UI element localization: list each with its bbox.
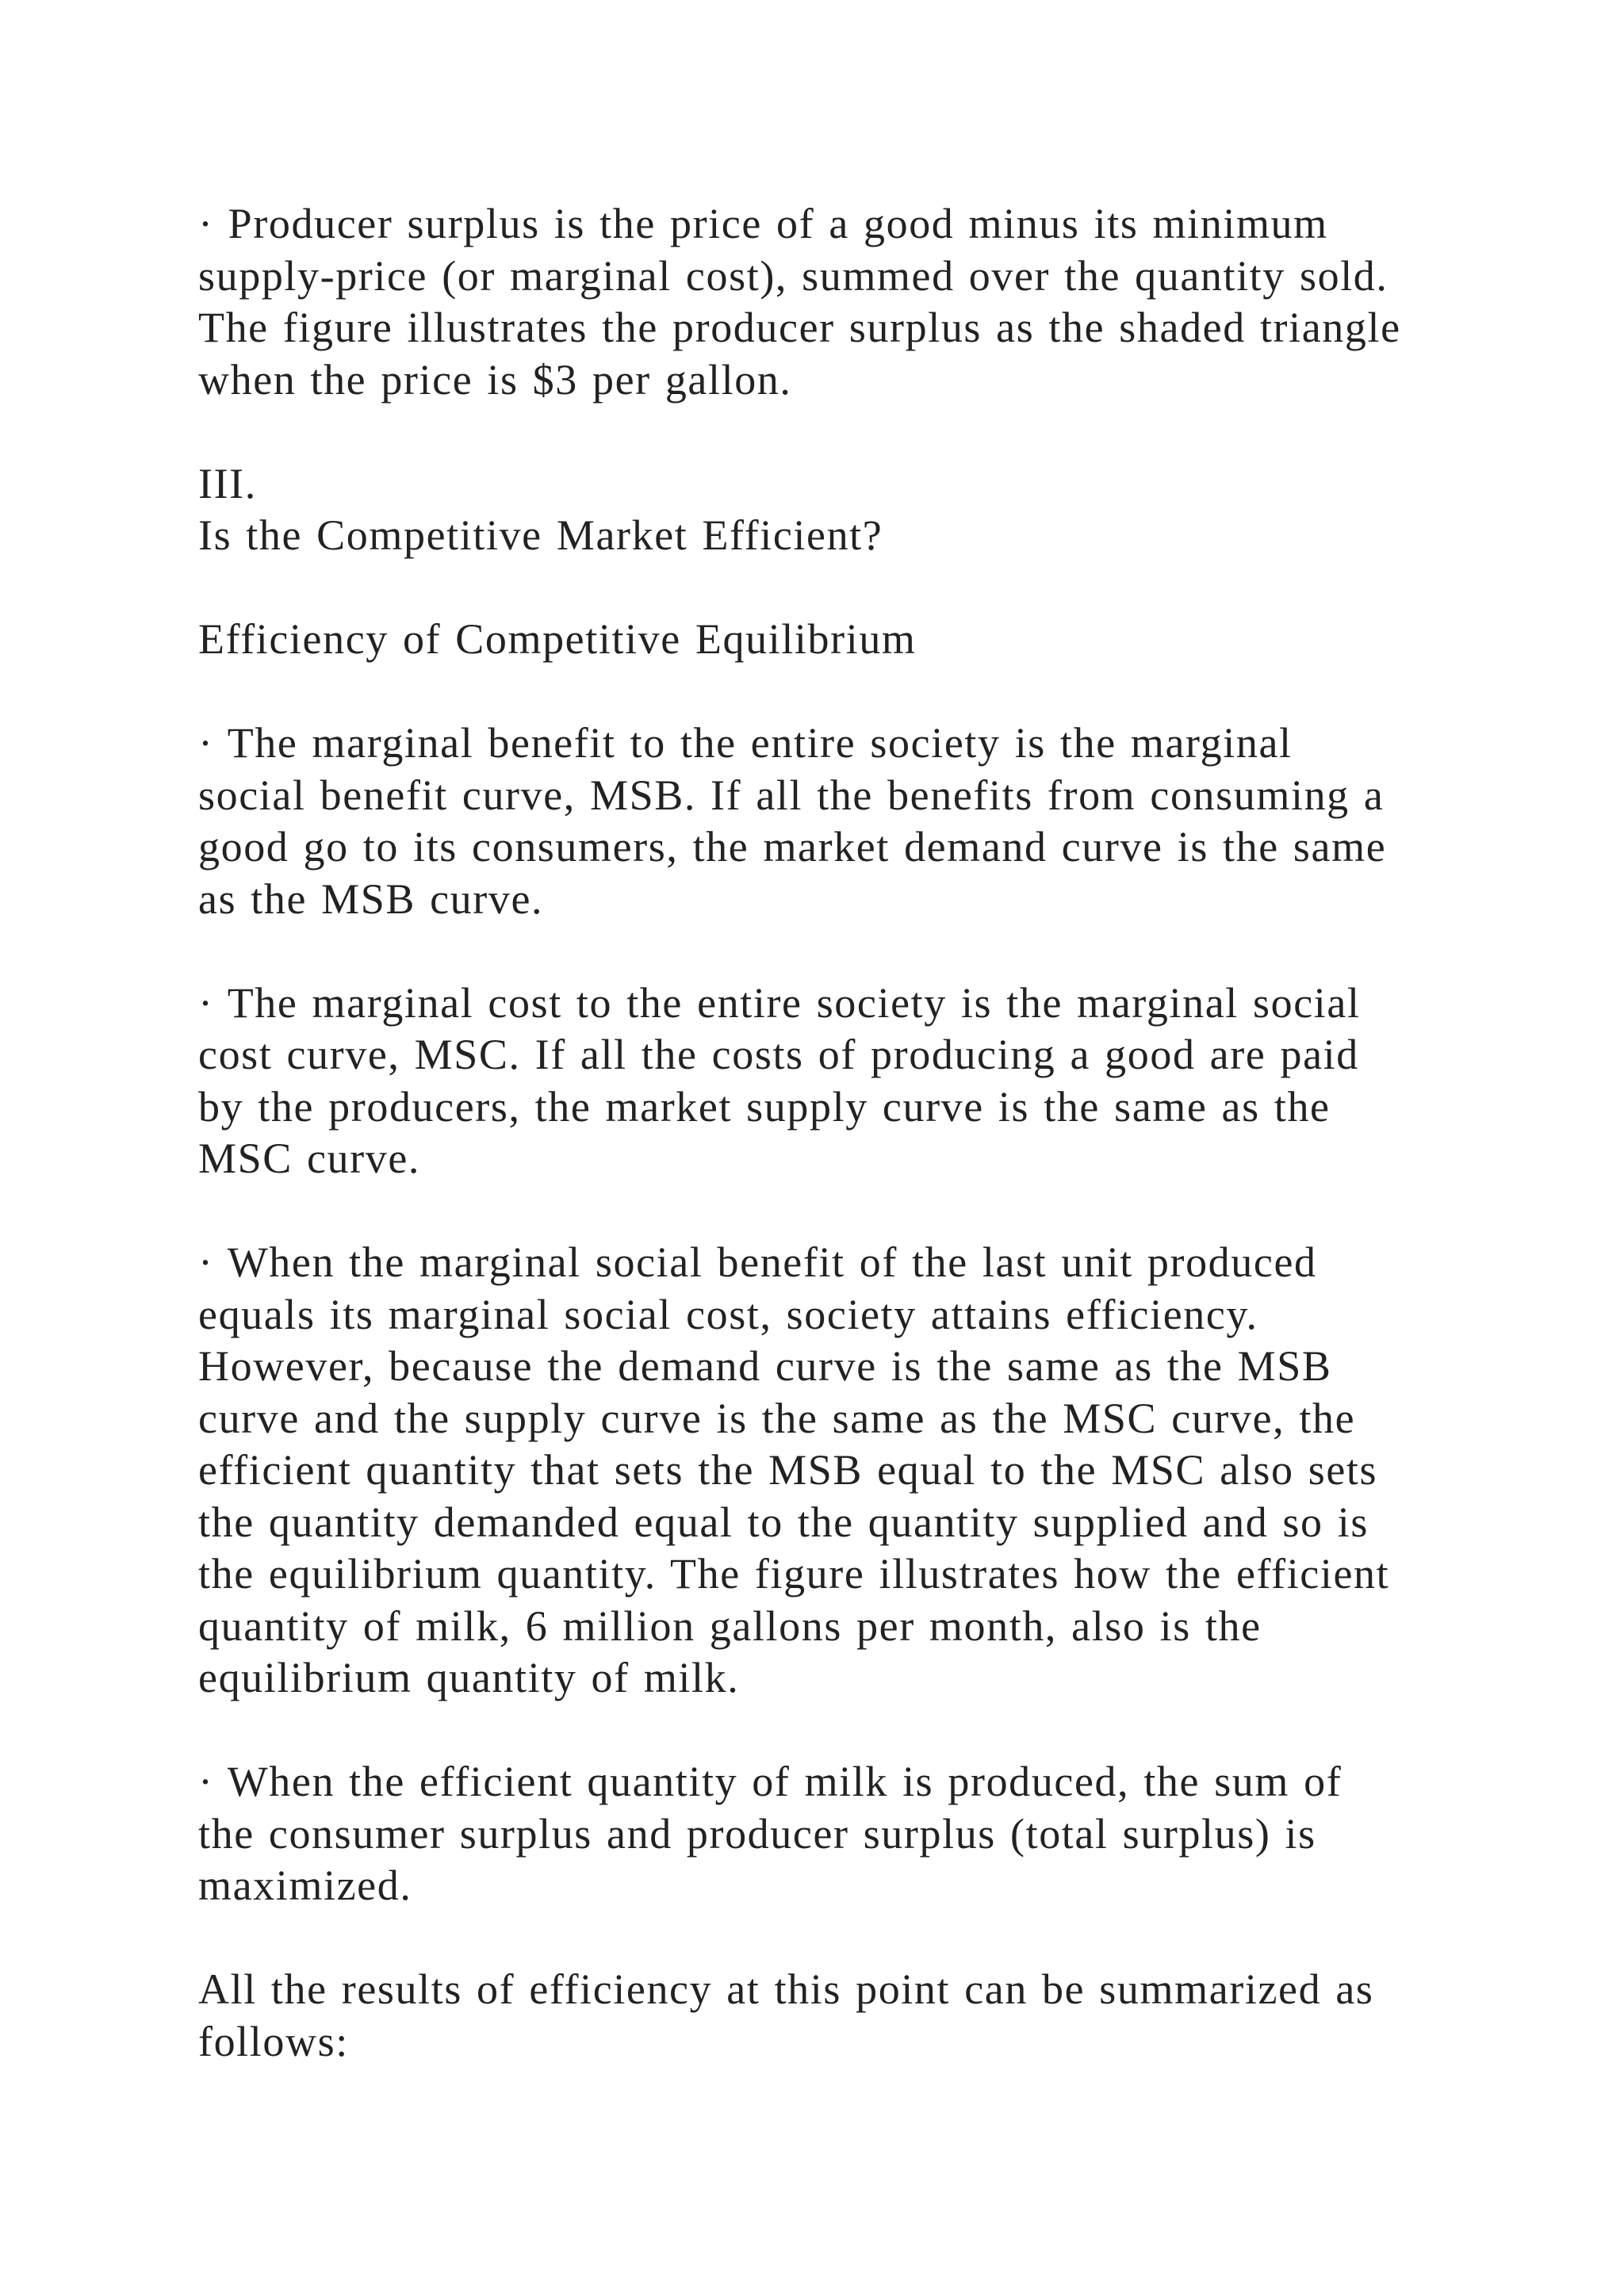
text-line: equals its marginal social cost, society attains efficiency. bbox=[198, 1290, 1258, 1338]
paragraph-summary-intro bbox=[198, 1964, 1499, 2068]
paragraph-spacer bbox=[198, 1185, 1499, 1238]
text-line: The figure illustrates the producer surplus as the shaded triangle bbox=[198, 304, 1401, 351]
paragraph-efficiency-bullet bbox=[198, 1237, 1499, 1705]
paragraph-spacer bbox=[198, 1705, 1499, 1757]
text-line: efficient quantity that sets the MSB equal to the MSC also sets bbox=[198, 1446, 1378, 1494]
paragraph-msb-bullet bbox=[198, 718, 1499, 925]
text-line: supply-price (or marginal cost), summed over the quantity sold. bbox=[198, 251, 1388, 300]
paragraph-section-heading bbox=[198, 458, 1499, 562]
text-line: maximized. bbox=[198, 1862, 412, 1909]
paragraph-spacer bbox=[198, 666, 1499, 718]
text-line: equilibrium quantity of milk. bbox=[198, 1654, 740, 1701]
text-line: as the MSB curve. bbox=[198, 874, 544, 923]
text-line: · The marginal benefit to the entire society is the marginal bbox=[198, 719, 1293, 767]
text-line: MSC curve. bbox=[198, 1135, 420, 1182]
text-line: by the producers, the market supply curve is the same as the bbox=[198, 1082, 1331, 1131]
paragraph-spacer bbox=[198, 406, 1499, 458]
paragraph-total-surplus-bullet bbox=[198, 1756, 1499, 1912]
text-line: All the results of efficiency at this point can be summarized as bbox=[198, 1965, 1374, 2013]
text-line: Efficiency of Competitive Equilibrium bbox=[198, 615, 917, 663]
text-line: when the price is $3 per gallon. bbox=[198, 355, 792, 404]
text-line: · The marginal cost to the entire society is the marginal social bbox=[198, 978, 1361, 1027]
paragraph-spacer bbox=[198, 1912, 1499, 1965]
text-line: social benefit curve, MSB. If all the benefits from consuming a bbox=[198, 771, 1385, 819]
document-body bbox=[198, 198, 1499, 2068]
text-line: good go to its consumers, the market demand curve is the same bbox=[198, 823, 1387, 871]
text-line: cost curve, MSC. If all the costs of producing a good are paid bbox=[198, 1031, 1359, 1078]
text-line: the consumer surplus and producer surplus (total surplus) is bbox=[198, 1809, 1316, 1858]
paragraph-spacer bbox=[198, 925, 1499, 978]
paragraph-msc-bullet bbox=[198, 978, 1499, 1185]
paragraph-producer-surplus-bullet bbox=[198, 198, 1499, 406]
paragraph-spacer bbox=[198, 562, 1499, 614]
text-line: the quantity demanded equal to the quantity supplied and so is bbox=[198, 1498, 1369, 1546]
text-line: · Producer surplus is the price of a good minus its minimum bbox=[198, 200, 1328, 247]
text-line: quantity of milk, 6 million gallons per month, also is the bbox=[198, 1601, 1262, 1650]
text-line: III. bbox=[198, 459, 257, 507]
text-line: However, because the demand curve is the same as the MSB bbox=[198, 1342, 1332, 1390]
text-line: Is the Competitive Market Efficient? bbox=[198, 511, 883, 559]
text-line: · When the efficient quantity of milk is produced, the sum of bbox=[198, 1758, 1342, 1805]
text-line: curve and the supply curve is the same as the MSC curve, the bbox=[198, 1394, 1356, 1442]
paragraph-subheading bbox=[198, 614, 1499, 666]
text-line: follows: bbox=[198, 2017, 349, 2065]
text-line: the equilibrium quantity. The figure illustrates how the efficient bbox=[198, 1550, 1390, 1598]
text-line: · When the marginal social benefit of the last unit produced bbox=[198, 1238, 1317, 1286]
